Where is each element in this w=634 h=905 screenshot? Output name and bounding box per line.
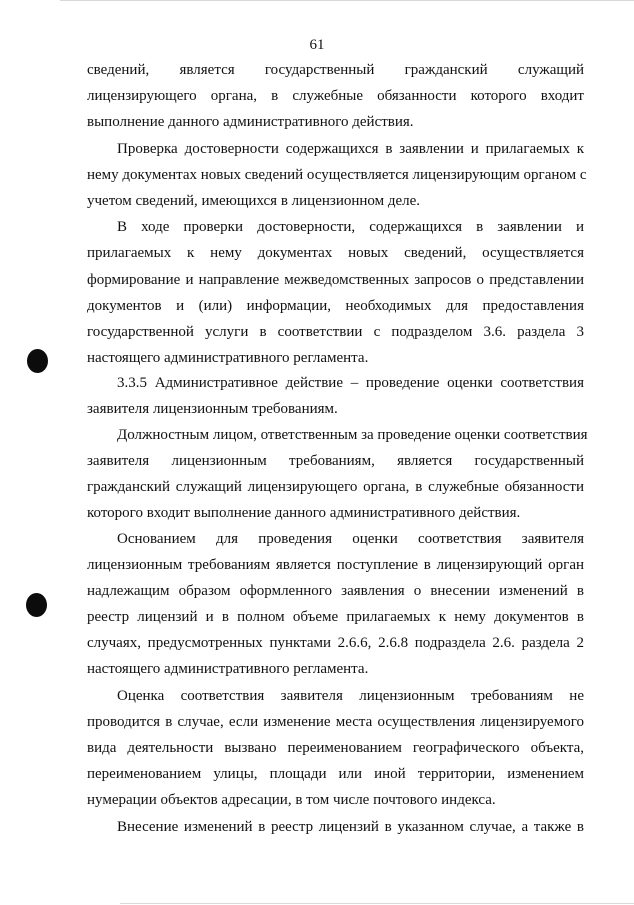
text-line: настоящего административного регламента. bbox=[87, 350, 369, 366]
text-line: нему документах новых сведений осуществляется лицензирующим органом с bbox=[87, 167, 587, 183]
text-line: заявителя лицензионным требованиям, является государственный bbox=[87, 453, 584, 469]
text-line: документов и (или) информации, необходимых для предоставления bbox=[87, 298, 584, 314]
text-line: Должностным лицом, ответственным за проведение оценки соответствия bbox=[117, 427, 588, 443]
text-line: случаях, предусмотренных пунктами 2.6.6, 2.6.8 подраздела 2.6. раздела 2 bbox=[87, 635, 584, 651]
text-line: которого входит выполнение данного административного действия. bbox=[87, 505, 521, 521]
text-line: реестр лицензий и в полном объеме прилагаемых к нему документов в bbox=[87, 609, 584, 625]
text-line: переименованием улицы, площади или иной территории, изменением bbox=[87, 766, 584, 782]
punch-hole-mark bbox=[26, 593, 47, 617]
text-line: государственной услуги в соответствии с подразделом 3.6. раздела 3 bbox=[87, 324, 584, 340]
scan-edge-bottom bbox=[120, 903, 634, 904]
scan-edge-top bbox=[60, 0, 634, 1]
text-line: В ходе проверки достоверности, содержащихся в заявлении и bbox=[117, 219, 584, 235]
text-line: вида деятельности вызвано переименованием географического объекта, bbox=[87, 740, 584, 756]
text-line: учетом сведений, имеющихся в лицензионном деле. bbox=[87, 193, 421, 209]
text-line: 3.3.5 Административное действие – проведение оценки соответствия bbox=[117, 375, 584, 391]
text-line: лицензирующего органа, в служебные обязанности которого входит bbox=[87, 88, 584, 104]
text-line: прилагаемых к нему документах новых сведений, осуществляется bbox=[87, 245, 584, 261]
text-line: Внесение изменений в реестр лицензий в указанном случае, а также в bbox=[117, 819, 584, 835]
text-line: формирование и направление межведомственных запросов о представлении bbox=[87, 272, 584, 288]
text-line: настоящего административного регламента. bbox=[87, 661, 369, 677]
text-line: Проверка достоверности содержащихся в заявлении и прилагаемых к bbox=[117, 141, 584, 157]
page-number: 61 bbox=[309, 37, 325, 53]
text-line: заявителя лицензионным требованиям. bbox=[87, 401, 338, 417]
text-line: проводится в случае, если изменение места осуществления лицензируемого bbox=[87, 714, 584, 730]
text-line: Основанием для проведения оценки соответствия заявителя bbox=[117, 531, 584, 547]
punch-hole-mark bbox=[27, 349, 48, 373]
text-line: нумерации объектов адресации, в том числе почтового индекса. bbox=[87, 792, 496, 808]
text-line: лицензионным требованиям является поступление в лицензирующий орган bbox=[87, 557, 584, 573]
text-line: гражданский служащий лицензирующего органа, в служебные обязанности bbox=[87, 479, 584, 495]
text-line: сведений, является государственный гражданский служащий bbox=[87, 62, 584, 78]
text-line: Оценка соответствия заявителя лицензионным требованиям не bbox=[117, 688, 584, 704]
text-line: надлежащим образом оформленного заявления о внесении изменений в bbox=[87, 583, 584, 599]
text-line: выполнение данного административного действия. bbox=[87, 114, 414, 130]
